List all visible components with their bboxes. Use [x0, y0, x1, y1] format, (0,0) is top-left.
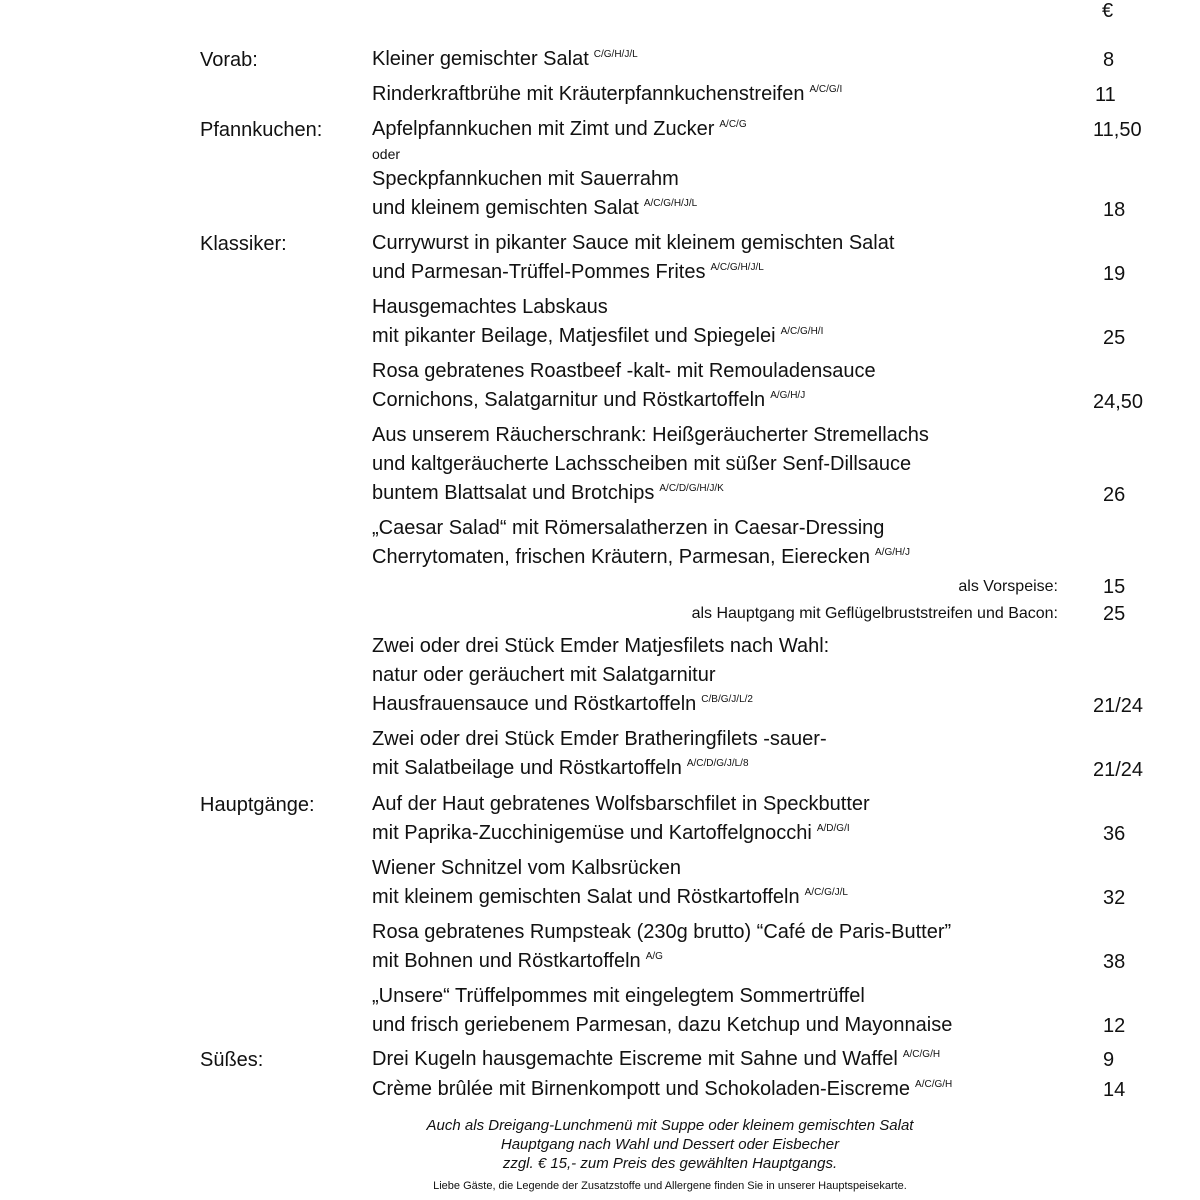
dish-line: und frisch geriebenem Parmesan, dazu Ketchup und Mayonnaise: [372, 1014, 953, 1036]
allergen-codes: A/G/H/J: [770, 390, 806, 401]
price: 25: [1103, 603, 1126, 625]
dish-line: Auf der Haut gebratenes Wolfsbarschfilet in Speckbutter: [372, 793, 870, 815]
oder-label: oder: [372, 146, 401, 162]
price: 18: [1103, 199, 1126, 221]
dish-currywurst: [372, 229, 1072, 287]
dish-brathering: [372, 725, 1072, 783]
dish-trueffelpommes: [372, 982, 1072, 1040]
dish-creme-brulee: [372, 1075, 1072, 1104]
footer-line: Hauptgang nach Wahl und Dessert oder Eisbecher: [500, 1136, 840, 1153]
allergen-codes: A/C/D/G/J/L/8: [686, 758, 749, 769]
price: 24,50: [1093, 391, 1144, 413]
dish-line: Cherrytomaten, frischen Kräutern, Parmesan, Eierecken: [372, 546, 870, 568]
dish-speckpfannkuchen: [372, 165, 1072, 223]
dish-line: mit Paprika-Zucchinigemüse und Kartoffelgnocchi: [372, 822, 812, 844]
footer-line: zzgl. € 15,- zum Preis des gewählten Hauptgangs.: [502, 1155, 838, 1172]
dish-eiscreme: [372, 1045, 1072, 1074]
allergen-codes: C/G/H/J/L: [593, 49, 638, 60]
dish-line: Currywurst in pikanter Sauce mit kleinem gemischten Salat: [372, 232, 895, 254]
dish-line: und kleinem gemischten Salat: [372, 197, 639, 219]
dish-line: Crème brûlée mit Birnenkompott und Schokoladen-Eiscreme: [372, 1078, 911, 1100]
price: 32: [1103, 887, 1126, 909]
price: 36: [1103, 823, 1126, 845]
section-klassiker: Klassiker:: [200, 233, 287, 255]
dish-line: Rinderkraftbrühe mit Kräuterpfannkuchenstreifen: [372, 83, 805, 105]
price: 11,50: [1093, 119, 1142, 141]
allergen-codes: A/G/H/J: [875, 547, 911, 558]
dish-line: Rosa gebratenes Rumpsteak (230g brutto) “Café de Paris-Butter”: [372, 921, 952, 943]
dish-line: buntem Blattsalat und Brotchips: [372, 482, 655, 504]
dish-caesar-salad: [372, 514, 1072, 572]
lunch-menu-note: [270, 1116, 1070, 1173]
dish-lachs: [372, 421, 1072, 508]
dish-line: Zwei oder drei Stück Emder Bratheringfilets -sauer-: [372, 728, 827, 750]
dish-line: Rosa gebratenes Roastbeef -kalt- mit Remouladensauce: [372, 360, 876, 382]
price: 12: [1103, 1015, 1126, 1037]
dish-labskaus: [372, 293, 1072, 351]
dish-line: und Parmesan-Trüffel-Pommes Frites: [372, 261, 706, 283]
price: 21/24: [1093, 759, 1144, 781]
dish-schnitzel: [372, 854, 1072, 912]
allergen-codes: A/D/G/I: [816, 823, 850, 834]
section-pfannkuchen: Pfannkuchen:: [200, 119, 323, 141]
dish-line: Speckpfannkuchen mit Sauerrahm: [372, 168, 679, 190]
price: 38: [1103, 951, 1126, 973]
allergen-codes: A/C/G/H/I: [780, 326, 824, 337]
allergen-codes: A/C/G: [719, 119, 747, 130]
dish-roastbeef: [372, 357, 1072, 415]
dish-line: Apfelpfannkuchen mit Zimt und Zucker: [372, 118, 715, 140]
dish-line: natur oder geräuchert mit Salatgarnitur: [372, 664, 716, 686]
dish-wolfsbarsch: [372, 790, 1072, 848]
footer-line: Auch als Dreigang-Lunchmenü mit Suppe oder kleinem gemischten Salat: [426, 1117, 914, 1134]
dish-line: Hausfrauensauce und Röstkartoffeln: [372, 693, 697, 715]
dish-line: Kleiner gemischter Salat: [372, 48, 589, 70]
caesar-hauptgang-label: als Hauptgang mit Geflügelbruststreifen und Bacon:: [691, 605, 1058, 622]
price: 26: [1103, 484, 1126, 506]
price: 15: [1103, 576, 1126, 598]
dish-line: und kaltgeräucherte Lachsscheiben mit süßer Senf-Dillsauce: [372, 453, 912, 475]
allergen-legend-note: [270, 1179, 1070, 1194]
allergen-codes: A/C/G/H: [915, 1079, 953, 1090]
allergen-codes: A/C/G/J/L: [804, 887, 848, 898]
allergen-codes: A/C/G/H: [902, 1049, 941, 1060]
section-hauptgaenge: Hauptgänge:: [200, 794, 315, 816]
caesar-vorspeise-label: als Vorspeise:: [958, 578, 1058, 595]
dish-line: „Caesar Salad“ mit Römersalatherzen in Caesar-Dressing: [372, 517, 885, 539]
allergen-codes: A/C/G/H/J/L: [643, 198, 698, 209]
dish-line: Aus unserem Räucherschrank: Heißgeräucherter Stremellachs: [372, 424, 929, 446]
price: 8: [1103, 49, 1115, 71]
price: 19: [1103, 263, 1126, 285]
dish-rumpsteak: [372, 918, 1072, 976]
price: 21/24: [1093, 695, 1144, 717]
dish-apfelpfannkuchen: [372, 115, 1072, 164]
allergen-codes: A/C/D/G/H/J/K: [659, 483, 724, 494]
dish-line: Drei Kugeln hausgemachte Eiscreme mit Sahne und Waffel: [372, 1048, 898, 1070]
section-vorab: Vorab:: [200, 49, 258, 71]
dish-salat: [372, 45, 1072, 74]
dish-line: mit pikanter Beilage, Matjesfilet und Spiegelei: [372, 325, 776, 347]
dish-line: mit kleinem gemischten Salat und Röstkartoffeln: [372, 886, 800, 908]
price: 9: [1103, 1049, 1115, 1071]
section-suesses: Süßes:: [200, 1049, 264, 1071]
price: 11: [1095, 84, 1116, 106]
dish-line: mit Bohnen und Röstkartoffeln: [372, 950, 641, 972]
dish-line: Cornichons, Salatgarnitur und Röstkartoffeln: [372, 389, 766, 411]
dish-bruehe: [372, 80, 1072, 109]
dish-line: mit Salatbeilage und Röstkartoffeln: [372, 757, 682, 779]
price: 14: [1103, 1079, 1126, 1101]
dish-matjes: [372, 632, 1072, 719]
allergen-codes: A/C/G/H/J/L: [710, 262, 764, 273]
dish-line: Hausgemachtes Labskaus: [372, 296, 608, 318]
allergen-codes: A/G: [645, 951, 663, 962]
currency-header: €: [1102, 0, 1114, 22]
legend-line: Liebe Gäste, die Legende der Zusatzstoffe und Allergene finden Sie in unserer Hauptspeisekarte.: [433, 1180, 907, 1192]
dish-line: Zwei oder drei Stück Emder Matjesfilets nach Wahl:: [372, 635, 830, 657]
allergen-codes: A/C/G/I: [809, 84, 843, 95]
allergen-codes: C/B/G/J/L/2: [701, 694, 753, 705]
dish-line: „Unsere“ Trüffelpommes mit eingelegtem Sommertrüffel: [372, 985, 865, 1007]
price: 25: [1103, 327, 1126, 349]
dish-line: Wiener Schnitzel vom Kalbsrücken: [372, 857, 682, 879]
